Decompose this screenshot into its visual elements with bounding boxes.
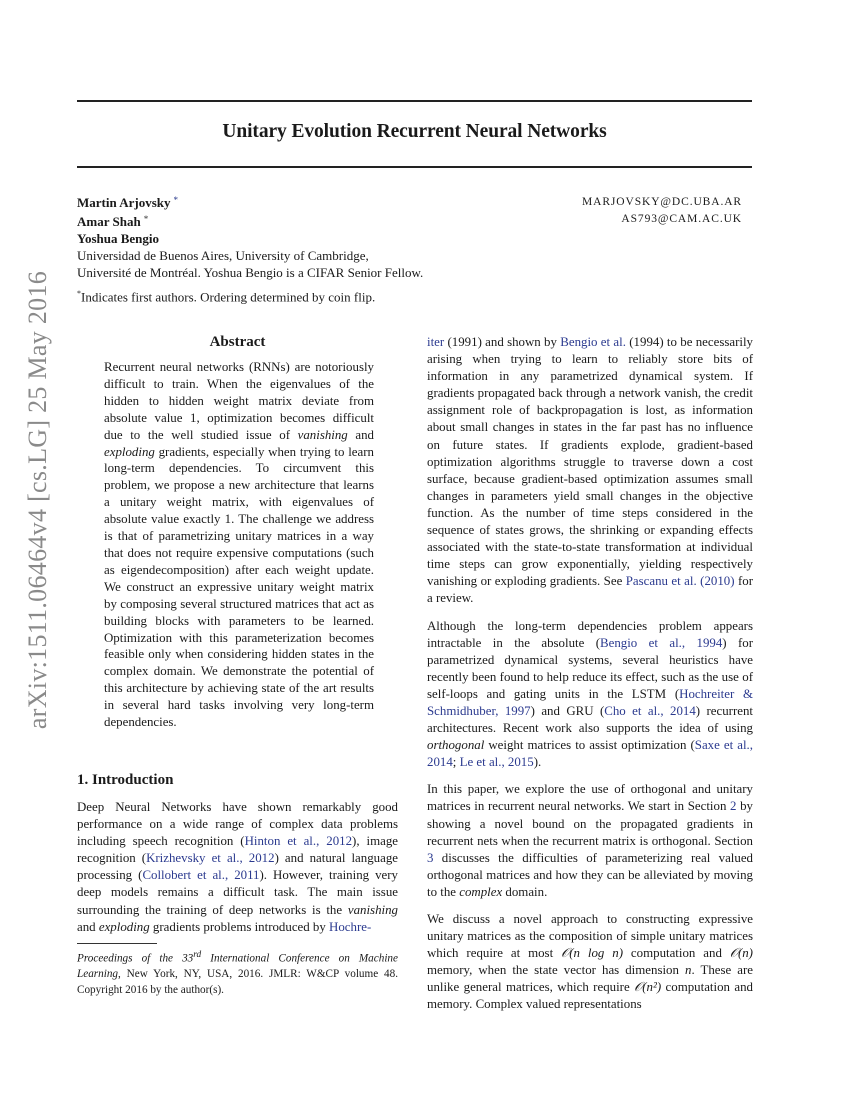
footnote-rule [77, 943, 157, 944]
abstract-body: Recurrent neural networks (RNNs) are notoriously difficult to train. When the eigenvalues of the hidden to hidden weight matrix deviate from absolute value 1, optimization becomes difficult due to the well studied issue of vanishing and exploding gradients, especially when trying to learn long-term dependencies. To circumvent this problem, we propose a new architecture that learns a unitary weight matrix, with eigenvalues of absolute value exactly 1. The challenge we address is that of parametrizing unitary matrices in a way that does not require expensive computations (such as eigendecomposition) after each weight update. We construct an expressive unitary weight matrix by composing several structured matrices that act as building blocks with parameters to be learned. Optimization with this parameterization becomes feasible only when considering hidden states in the complex domain. We demonstrate the potential of this architecture by achieving state of the art results in several hard tasks involving very long-term dependencies. [104, 360, 374, 730]
intro-paragraph-heuristics: Although the long-term dependencies problem appears intractable in the absolute (Bengio et al., 1994) for parametrized dynamical systems, several heuristics have recently been found to help reduce its effect, such as the use of self-loops and gating units in the LSTM (Hochreiter & Schmidhuber, 1997) and GRU (Cho et al., 2014) recurrent architectures. Recent work also supports the idea of using orthogonal weight matrices to assist optimization (Saxe et al., 2014; Le et al., 2015). [427, 618, 754, 770]
math-expression: 𝒪(n²) [634, 980, 662, 995]
citation-link[interactable]: Le et al., 2015 [459, 755, 534, 770]
affiliations: Universidad de Buenos Aires, University of Cambridge, Université de Montréal. Yoshua Bengio is a CIFAR Senior Fellow. [77, 248, 424, 280]
citation-link[interactable]: Bengio et al., 1994 [600, 635, 723, 650]
author-emails [582, 194, 742, 228]
math-expression: 𝒪(n) [729, 946, 753, 961]
paper-title: Unitary Evolution Recurrent Neural Networks [222, 121, 607, 142]
first-author-note: *Indicates first authors. Ordering determined by coin flip. [77, 289, 376, 305]
author-name: Martin Arjovsky * [77, 195, 179, 210]
proceedings-footnote: Proceedings of the 33rd International Conference on Machine Learning, New York, NY, USA, 2016. JMLR: W&CP volume 48. Copyright 2016 by the author(s). [77, 950, 398, 996]
intro-paragraph-approach: We discuss a novel approach to constructing expressive unitary matrices as the composition of simple unitary matrices which require at most 𝒪(n log n) computation and 𝒪(n) memory, when the state vector has dimension n. These are unlike general matrices, which require 𝒪(n²) computation and memory. Complex valued representations [427, 912, 754, 1012]
citation-link[interactable]: Hinton et al., 2012 [244, 834, 353, 849]
citation-link[interactable]: Hochre- [329, 919, 372, 934]
citation-link[interactable]: Krizhevsky et al., 2012 [146, 851, 275, 866]
citation-link[interactable]: (2010) [696, 574, 735, 589]
citation-link[interactable]: iter [427, 335, 445, 349]
email-address: AS793@CAM.AC.UK [621, 213, 742, 225]
section-link[interactable]: 2 [730, 799, 737, 814]
section-heading-introduction: 1. Introduction [77, 772, 174, 788]
first-author-mark: * [143, 214, 149, 224]
introduction-left-paragraph: Deep Neural Networks have shown remarkably good performance on a wide range of complex data problems including speech recognition (Hinton et al., 2012), image recognition (Krizhevsky et al., 2012) and natural language processing (Collobert et al., 2011). However, training very deep models remains a difficult task. The main issue surrounding the training of deep networks is the vanishing and exploding gradients problems introduced by Hochre- [77, 800, 398, 934]
title-top-rule [77, 100, 752, 102]
math-expression: 𝒪(n log n) [561, 946, 623, 961]
citation-link[interactable]: Pascanu et al. [625, 574, 697, 589]
citation-link[interactable]: Cho et al., 2014 [604, 703, 696, 718]
section-link[interactable]: 3 [427, 850, 434, 865]
intro-paragraph-outline: In this paper, we explore the use of orthogonal and unitary matrices in recurrent neural networks. We start in Section 2 by showing a novel bound on the propagated gradients in recurrent nets when the recurrent matrix is orthogonal. Section 3 discusses the difficulties of parameterizing real valued orthogonal matrices and how they can be alleviated by moving to the complex domain. [427, 782, 753, 899]
intro-paragraph-gradients: iter (1991) and shown by Bengio et al. (1994) to be necessarily arising when trying to learn to reliably store bits of information in any parametrized dynamical system. If gradients propagated back through a network vanish, the credit assignment role of backpropagation is lost, as information about small changes in states in the far past has no influence on future states. If gradients explode, gradient-based optimization algorithms struggle to traverse down a cost surface, because gradient-based optimization assumes small changes in parameters yield small changes in the objective function. As the number of time steps considered in the sequence of states grows, the shrinking or expanding effects associated with the state-to-state transformation at individual time steps can grow exponentially, yielding respectively vanishing or exploding gradients. See Pascanu et al. (2010) for a review. [427, 335, 754, 606]
right-column [427, 334, 753, 1024]
author-name: Amar Shah * [77, 214, 149, 229]
citation-link[interactable]: Bengio et al. [560, 335, 626, 349]
citation-link[interactable]: Collobert et al., 2011 [142, 868, 260, 883]
first-author-mark[interactable]: * [173, 195, 179, 205]
citation-link[interactable]: Hochreiter & Schmidhuber, 1997 [427, 686, 753, 718]
abstract-heading: Abstract [209, 334, 266, 350]
author-list [77, 192, 178, 247]
author-name: Yoshua Bengio [77, 231, 159, 246]
email-address: MARJOVSKY@DC.UBA.AR [582, 196, 742, 208]
arxiv-identifier-stamp: arXiv:1511.06464v4 [cs.LG] 25 May 2016 [23, 270, 52, 730]
citation-link[interactable]: Saxe et al., 2014 [427, 738, 753, 770]
math-expression: n [684, 963, 692, 978]
title-bottom-rule [77, 166, 752, 168]
